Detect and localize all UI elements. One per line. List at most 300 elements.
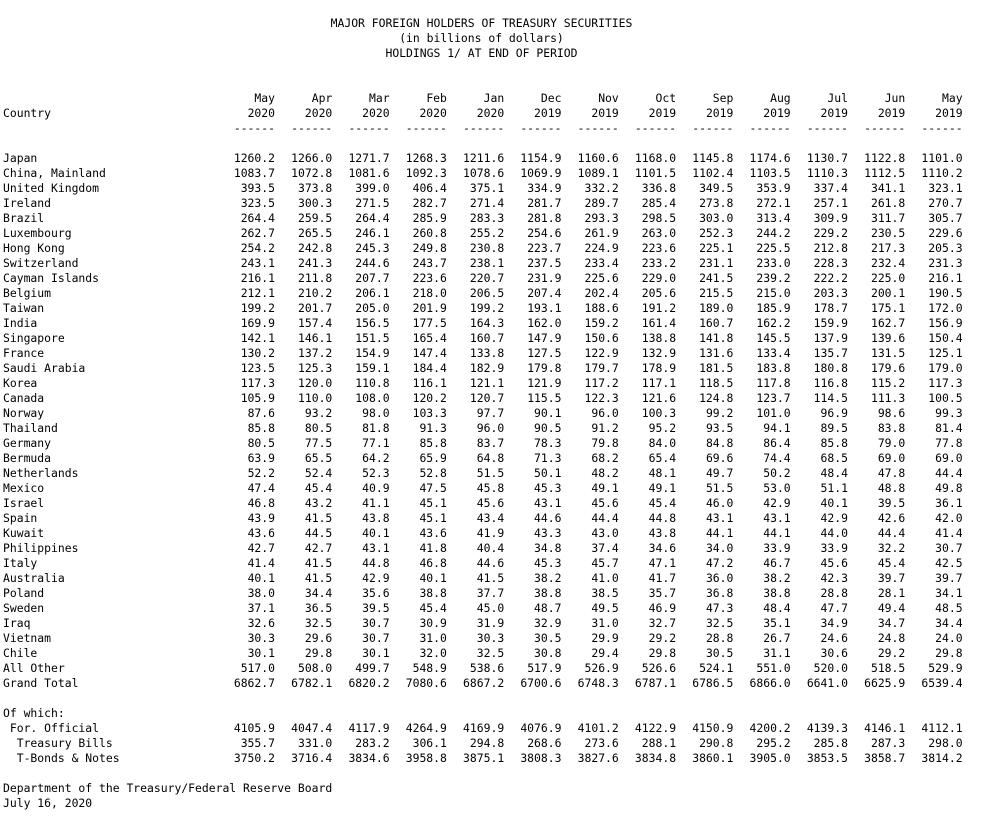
holding-value: 77.8 (935, 436, 963, 450)
table-row (3, 301, 963, 316)
holding-value: 238.1 (469, 256, 505, 270)
table-row (3, 601, 963, 616)
of-which-value: 4076.9 (520, 721, 562, 735)
holding-value: 122.3 (584, 391, 619, 405)
holding-value: 31.1 (763, 646, 791, 660)
of-which-value: 3875.1 (463, 751, 505, 765)
of-which-value: 268.6 (527, 736, 562, 750)
header-year: 2020 (476, 106, 505, 120)
holding-value: 207.7 (355, 271, 390, 285)
holding-value: 162.2 (756, 316, 791, 330)
holding-value: 223.6 (412, 271, 447, 285)
holding-value: 313.4 (756, 211, 791, 225)
country-name: Mexico (3, 481, 45, 495)
holding-value: 42.5 (935, 556, 963, 570)
holding-value: 551.0 (756, 661, 791, 675)
holding-value: 47.5 (419, 481, 447, 495)
holding-value: 44.5 (304, 526, 333, 540)
country-name: Brazil (3, 211, 45, 225)
holding-value: 526.9 (584, 661, 619, 675)
holding-value: 183.8 (756, 361, 791, 375)
country-name: Spain (3, 511, 38, 525)
header-month: Mar (369, 91, 390, 105)
holding-value: 179.7 (584, 361, 619, 375)
holding-value: 40.4 (476, 541, 505, 555)
holding-value: 178.7 (813, 301, 848, 315)
of-which-value: 331.0 (298, 736, 333, 750)
country-name: India (3, 316, 38, 330)
header-month: May (941, 91, 963, 105)
holding-value: 189.0 (699, 301, 734, 315)
table-row (3, 496, 963, 511)
holding-value: 43.3 (534, 526, 562, 540)
holding-value: 29.6 (304, 631, 333, 645)
holding-value: 32.6 (247, 616, 275, 630)
holding-value: 223.6 (641, 241, 677, 255)
table-row (3, 391, 963, 406)
holding-value: 244.6 (355, 256, 390, 270)
holding-value: 46.7 (763, 556, 791, 570)
holding-value: 154.9 (355, 346, 390, 360)
table-row (3, 661, 963, 676)
holding-value: 243.7 (412, 256, 447, 270)
holding-value: 79.0 (877, 436, 906, 450)
blank-row (3, 136, 963, 151)
header-month: Jul (827, 91, 848, 105)
holding-value: 225.1 (699, 241, 734, 255)
holding-value: 103.3 (412, 406, 447, 420)
country-name: Canada (3, 391, 45, 405)
holding-value: 141.8 (699, 331, 734, 345)
holding-value: 91.2 (591, 421, 619, 435)
holding-value: 242.8 (298, 241, 333, 255)
holding-value: 47.4 (247, 481, 275, 495)
holding-value: 122.9 (584, 346, 619, 360)
holding-value: 42.6 (877, 511, 906, 525)
holding-value: 135.7 (813, 346, 848, 360)
holding-value: 43.2 (304, 496, 333, 510)
of-which-value: 4105.9 (233, 721, 275, 735)
holding-value: 30.7 (362, 631, 390, 645)
holding-value: 100.5 (928, 391, 963, 405)
table-row (3, 481, 963, 496)
of-which-value: 294.8 (469, 736, 505, 750)
holding-value: 201.7 (298, 301, 333, 315)
country-name: France (3, 346, 45, 360)
holding-value: 29.4 (591, 646, 619, 660)
holding-value: 115.2 (870, 376, 906, 390)
holding-value: 233.4 (584, 256, 619, 270)
holding-value: 1110.3 (806, 166, 848, 180)
holding-value: 41.9 (476, 526, 505, 540)
holding-value: 218.0 (412, 286, 447, 300)
of-which-value: 3858.7 (864, 751, 906, 765)
holding-value: 71.3 (534, 451, 562, 465)
holding-value: 32.5 (476, 646, 505, 660)
holding-value: 255.2 (469, 226, 505, 240)
holding-value: 30.8 (534, 646, 562, 660)
country-name: Sweden (3, 601, 45, 615)
holding-value: 99.2 (705, 406, 734, 420)
holding-value: 45.7 (591, 556, 619, 570)
holding-value: 261.8 (870, 196, 906, 210)
holding-value: 393.5 (240, 181, 275, 195)
holding-value: 281.8 (527, 211, 562, 225)
holding-value: 32.7 (648, 616, 677, 630)
holding-value: 1072.8 (291, 166, 333, 180)
holding-value: 1266.0 (291, 151, 333, 165)
holding-value: 517.0 (240, 661, 275, 675)
holding-value: 42.9 (362, 571, 390, 585)
holding-value: 116.8 (813, 376, 848, 390)
holding-value: 65.5 (304, 451, 333, 465)
header-year: 2019 (534, 106, 562, 120)
holding-value: 39.5 (362, 601, 390, 615)
holding-value: 172.0 (928, 301, 963, 315)
holding-value: 257.1 (813, 196, 848, 210)
holding-value: 239.2 (756, 271, 791, 285)
of-which-value: 298.0 (928, 736, 963, 750)
holding-value: 283.3 (469, 211, 505, 225)
of-which-value: 3814.2 (921, 751, 963, 765)
holding-value: 31.0 (591, 616, 619, 630)
holding-value: 46.0 (705, 496, 734, 510)
holding-value: 1102.4 (692, 166, 734, 180)
holding-value: 303.0 (699, 211, 734, 225)
table-row (3, 151, 963, 166)
country-name: Korea (3, 376, 38, 390)
header-month-row (3, 91, 963, 106)
holding-value: 38.2 (763, 571, 791, 585)
report-title-block (0, 16, 963, 61)
holding-value: 42.0 (935, 511, 963, 525)
holding-value: 231.9 (527, 271, 562, 285)
holding-value: 52.8 (419, 466, 447, 480)
header-underline: ------ (233, 121, 275, 135)
holding-value: 51.1 (820, 481, 848, 495)
country-name: United Kingdom (3, 181, 100, 195)
country-name: Singapore (3, 331, 65, 345)
of-which-value: 4264.9 (405, 721, 447, 735)
table-row (3, 451, 963, 466)
holding-value: 231.1 (699, 256, 734, 270)
holding-value: 261.9 (584, 226, 619, 240)
holding-value: 93.2 (304, 406, 333, 420)
holding-value: 38.2 (534, 571, 562, 585)
holding-value: 49.4 (877, 601, 906, 615)
holding-value: 206.5 (469, 286, 505, 300)
holding-value: 289.7 (584, 196, 619, 210)
country-name: Japan (3, 151, 38, 165)
of-which-value: 4169.9 (463, 721, 505, 735)
holding-value: 83.7 (476, 436, 505, 450)
holding-value: 44.0 (820, 526, 848, 540)
holding-value: 1130.7 (806, 151, 848, 165)
table-row (3, 556, 963, 571)
report-title: MAJOR FOREIGN HOLDERS OF TREASURY SECURITIES (330, 16, 633, 30)
holding-value: 44.8 (648, 511, 677, 525)
of-which-value: 287.3 (870, 736, 906, 750)
holdings-table (3, 91, 963, 766)
of-which-value: 3834.6 (348, 751, 390, 765)
table-row (3, 421, 963, 436)
holding-value: 24.0 (935, 631, 963, 645)
holding-value: 30.1 (247, 646, 275, 660)
holding-value: 40.1 (419, 571, 447, 585)
holding-value: 272.1 (756, 196, 791, 210)
table-row (3, 526, 963, 541)
holding-value: 32.5 (705, 616, 734, 630)
country-name: Ireland (3, 196, 52, 210)
holding-value: 30.3 (247, 631, 275, 645)
holding-value: 52.3 (362, 466, 390, 480)
holding-value: 132.9 (641, 346, 677, 360)
holding-value: 1089.1 (577, 166, 619, 180)
holding-value: 43.4 (476, 511, 505, 525)
holding-value: 115.5 (527, 391, 562, 405)
holding-value: 263.0 (641, 226, 677, 240)
header-underline: ------ (692, 121, 734, 135)
holding-value: 29.9 (591, 631, 619, 645)
header-spacer (3, 121, 223, 136)
holding-value: 36.8 (705, 586, 734, 600)
holding-value: 108.0 (355, 391, 390, 405)
holding-value: 6625.9 (864, 676, 906, 690)
holding-value: 32.2 (877, 541, 906, 555)
holding-value: 1122.8 (864, 151, 906, 165)
holding-value: 41.5 (304, 556, 333, 570)
holding-value: 45.4 (419, 601, 447, 615)
holding-value: 31.9 (476, 616, 505, 630)
holding-value: 44.4 (935, 466, 963, 480)
holding-value: 6787.1 (634, 676, 677, 690)
holding-value: 177.5 (412, 316, 447, 330)
table-row (3, 241, 963, 256)
holding-value: 147.4 (412, 346, 447, 360)
holding-value: 81.4 (935, 421, 963, 435)
header-month: Oct (655, 91, 677, 105)
holding-value: 231.3 (928, 256, 963, 270)
holding-value: 160.7 (469, 331, 505, 345)
holding-value: 200.1 (870, 286, 906, 300)
holding-value: 41.1 (362, 496, 390, 510)
header-spacer (3, 91, 223, 106)
holding-value: 1069.9 (520, 166, 562, 180)
holding-value: 1145.8 (692, 151, 734, 165)
table-row (3, 331, 963, 346)
holding-value: 49.1 (648, 481, 677, 495)
holding-value: 1271.7 (348, 151, 390, 165)
holding-value: 65.4 (648, 451, 677, 465)
holding-value: 34.8 (534, 541, 562, 555)
blank-row (3, 691, 963, 706)
holding-value: 123.7 (756, 391, 791, 405)
holding-value: 41.8 (419, 541, 447, 555)
of-which-row (3, 751, 963, 766)
of-which-value: 3958.8 (405, 751, 447, 765)
report-footer (3, 781, 332, 811)
holding-value: 264.4 (240, 211, 275, 225)
of-which-label: Of which: (3, 706, 65, 720)
holding-value: 41.5 (476, 571, 505, 585)
holding-value: 133.8 (469, 346, 505, 360)
holding-value: 45.8 (476, 481, 505, 495)
holding-value: 117.8 (756, 376, 791, 390)
header-year: 2019 (705, 106, 734, 120)
holding-value: 30.1 (362, 646, 390, 660)
header-year: 2019 (648, 106, 677, 120)
holding-value: 178.9 (641, 361, 677, 375)
holding-value: 138.8 (641, 331, 677, 345)
holding-value: 87.6 (247, 406, 275, 420)
holding-value: 216.1 (928, 271, 963, 285)
holding-value: 78.3 (534, 436, 562, 450)
holding-value: 243.1 (240, 256, 275, 270)
holding-value: 40.1 (247, 571, 275, 585)
holding-value: 232.4 (870, 256, 906, 270)
of-which-value: 3853.5 (806, 751, 848, 765)
holding-value: 101.0 (756, 406, 791, 420)
holding-value: 207.4 (527, 286, 562, 300)
holding-value: 117.2 (584, 376, 619, 390)
country-name: Thailand (3, 421, 58, 435)
country-name: Kuwait (3, 526, 45, 540)
holding-value: 29.8 (935, 646, 963, 660)
country-name: Norway (3, 406, 45, 420)
holding-value: 117.1 (641, 376, 677, 390)
report-units: (in billions of dollars) (399, 31, 564, 45)
holding-value: 229.6 (928, 226, 963, 240)
holding-value: 44.1 (705, 526, 734, 540)
holding-value: 222.2 (813, 271, 848, 285)
of-which-value: 355.7 (240, 736, 275, 750)
header-month: May (254, 91, 275, 105)
holding-value: 45.0 (476, 601, 505, 615)
holding-value: 35.1 (763, 616, 791, 630)
holding-value: 212.8 (813, 241, 848, 255)
holding-value: 83.8 (877, 421, 906, 435)
table-row (3, 436, 963, 451)
holding-value: 124.8 (699, 391, 734, 405)
header-year: 2020 (362, 106, 390, 120)
holding-value: 246.1 (355, 226, 390, 240)
holding-value: 98.0 (362, 406, 390, 420)
country-name: Cayman Islands (3, 271, 100, 285)
holding-value: 110.8 (355, 376, 390, 390)
holding-value: 43.8 (648, 526, 677, 540)
holding-value: 65.9 (419, 451, 447, 465)
holding-value: 399.0 (355, 181, 390, 195)
holding-value: 28.1 (877, 586, 906, 600)
country-name: Vietnam (3, 631, 52, 645)
footer-date: July 16, 2020 (3, 796, 93, 810)
holding-value: 36.5 (304, 601, 333, 615)
holding-value: 47.3 (705, 601, 734, 615)
holding-value: 244.2 (756, 226, 791, 240)
holding-value: 46.9 (648, 601, 677, 615)
holding-value: 125.1 (928, 346, 963, 360)
country-name: Germany (3, 436, 52, 450)
holding-value: 1174.6 (749, 151, 791, 165)
holding-value: 80.5 (304, 421, 333, 435)
of-which-value: 3834.8 (634, 751, 677, 765)
holding-value: 179.8 (527, 361, 562, 375)
holding-value: 45.6 (476, 496, 505, 510)
country-name: Netherlands (3, 466, 79, 480)
holding-value: 305.7 (928, 211, 963, 225)
holding-value: 117.3 (928, 376, 963, 390)
table-row (3, 211, 963, 226)
table-row (3, 256, 963, 271)
holding-value: 229.2 (813, 226, 848, 240)
holding-value: 332.2 (584, 181, 619, 195)
holding-value: 137.2 (298, 346, 333, 360)
holding-value: 6820.2 (348, 676, 390, 690)
holding-value: 39.5 (877, 496, 906, 510)
holding-value: 32.5 (304, 616, 333, 630)
header-underline: ------ (405, 121, 447, 135)
holding-value: 41.0 (591, 571, 619, 585)
holding-value: 1168.0 (634, 151, 677, 165)
of-which-value: 4146.1 (864, 721, 906, 735)
holding-value: 241.5 (699, 271, 734, 285)
holding-value: 44.6 (476, 556, 505, 570)
holding-value: 375.1 (469, 181, 505, 195)
holding-value: 1160.6 (577, 151, 619, 165)
holding-value: 182.9 (469, 361, 505, 375)
holding-value: 293.3 (584, 211, 619, 225)
holding-value: 116.1 (412, 376, 447, 390)
holding-value: 217.3 (870, 241, 906, 255)
holding-value: 47.1 (648, 556, 677, 570)
holding-value: 127.5 (527, 346, 562, 360)
holding-value: 69.0 (935, 451, 963, 465)
holding-value: 77.1 (362, 436, 390, 450)
holding-value: 179.6 (870, 361, 906, 375)
holding-value: 94.1 (763, 421, 791, 435)
holding-value: 90.5 (534, 421, 562, 435)
table-row (3, 571, 963, 586)
holding-value: 45.6 (591, 496, 619, 510)
holding-value: 1154.9 (520, 151, 562, 165)
holding-value: 45.1 (419, 511, 447, 525)
holding-value: 29.2 (648, 631, 677, 645)
holding-value: 245.3 (355, 241, 390, 255)
country-name: Iraq (3, 616, 31, 630)
holding-value: 1092.3 (405, 166, 447, 180)
holding-value: 45.1 (419, 496, 447, 510)
country-name: Luxembourg (3, 226, 72, 240)
holding-value: 34.6 (648, 541, 677, 555)
holding-value: 44.8 (362, 556, 390, 570)
holding-value: 120.0 (298, 376, 333, 390)
holding-value: 230.8 (469, 241, 505, 255)
holding-value: 273.8 (699, 196, 734, 210)
holding-value: 6782.1 (291, 676, 333, 690)
of-which-value: 295.2 (756, 736, 791, 750)
holding-value: 123.5 (240, 361, 275, 375)
holding-value: 84.0 (648, 436, 677, 450)
table-row (3, 586, 963, 601)
holding-value: 99.3 (935, 406, 963, 420)
holding-value: 311.7 (870, 211, 906, 225)
holding-value: 64.8 (476, 451, 505, 465)
holding-value: 114.5 (813, 391, 848, 405)
of-which-value: 4101.2 (577, 721, 619, 735)
country-name: Switzerland (3, 256, 79, 270)
holding-value: 249.8 (412, 241, 447, 255)
holding-value: 42.3 (820, 571, 848, 585)
